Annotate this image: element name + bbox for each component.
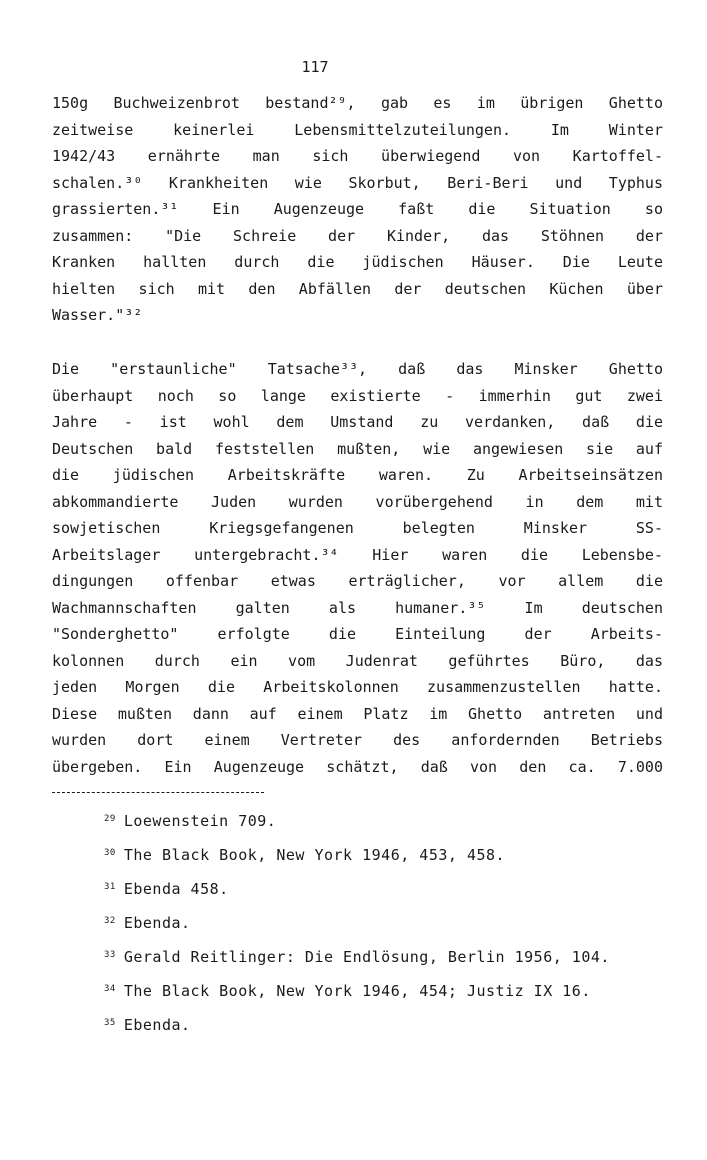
footnote-text: Ebenda 458. — [123, 880, 229, 898]
text-line: Arbeitslager untergebracht.³⁴ Hier waren die Lebensbe- — [52, 545, 663, 564]
text-line: Diese mußten dann auf einem Platz im Ghetto antreten und — [52, 704, 663, 723]
footnote-number: 31 — [104, 882, 116, 892]
text-line: 1942/43 ernährte man sich überwiegend von Kartoffel- — [52, 147, 663, 165]
footnote-separator — [52, 792, 264, 793]
text-line: sowjetischen Kriegsgefangenen belegten Minsker SS- — [52, 519, 663, 537]
footnote-number: 35 — [104, 1018, 116, 1028]
footnote-number: 32 — [104, 916, 116, 926]
text-line: Wasser."³² — [52, 306, 143, 324]
text-line: dingungen offenbar etwas erträglicher, vor allem die — [52, 572, 663, 590]
text-line: 150g Buchweizenbrot bestand²⁹, gab es im übrigen Ghetto — [52, 94, 663, 112]
text-line: zusammen: "Die Schreie der Kinder, das Stöhnen der — [52, 226, 663, 245]
text-line: Deutschen bald feststellen mußten, wie angewiesen sie auf — [52, 439, 663, 458]
text-line: Wachmannschaften galten als humaner.³⁵ Im deutschen — [52, 598, 663, 617]
text-line: die jüdischen Arbeitskräfte waren. Zu Arbeitseinsätzen — [52, 466, 663, 484]
footnote — [104, 948, 610, 966]
footnote — [104, 914, 191, 932]
text-line: Jahre - ist wohl dem Umstand zu verdanken, daß die — [52, 413, 663, 431]
footnote-text: The Black Book, New York 1946, 453, 458. — [123, 846, 506, 864]
footnote-number: 34 — [104, 984, 116, 994]
text-line: Kranken hallten durch die jüdischen Häuser. Die Leute — [52, 253, 663, 271]
footnote-number: 29 — [104, 814, 116, 824]
footnote-number: 30 — [104, 848, 116, 858]
text-line: schalen.³⁰ Krankheiten wie Skorbut, Beri-Beri und Typhus — [52, 173, 663, 192]
paragraph-2 — [52, 356, 663, 780]
text-line: abkommandierte Juden wurden vorübergehend in dem mit — [52, 492, 663, 511]
text-line: überhaupt noch so lange existierte - immerhin gut zwei — [52, 386, 663, 405]
text-line: hielten sich mit den Abfällen der deutschen Küchen über — [52, 279, 663, 298]
footnote — [104, 1016, 191, 1034]
text-line: übergeben. Ein Augenzeuge schätzt, daß von den ca. 7.000 — [52, 757, 663, 776]
text-line: wurden dort einem Vertreter des anfordernden Betriebs — [52, 731, 663, 749]
text-line: grassierten.³¹ Ein Augenzeuge faßt die Situation so — [52, 200, 663, 218]
footnote-text: Ebenda. — [123, 914, 191, 932]
footnote — [104, 812, 276, 830]
text-line: Die "erstaunliche" Tatsache³³, daß das Minsker Ghetto — [52, 360, 663, 378]
footnote-number: 33 — [104, 950, 116, 960]
text-line: zeitweise keinerlei Lebensmittelzuteilungen. Im Winter — [52, 120, 663, 139]
footnote — [104, 982, 591, 1000]
footnote-text: Loewenstein 709. — [123, 812, 277, 830]
footnote-text: Gerald Reitlinger: Die Endlösung, Berlin 1956, 104. — [123, 948, 610, 966]
page-number: 117 — [301, 58, 329, 76]
text-line: "Sonderghetto" erfolgte die Einteilung der Arbeits- — [52, 625, 663, 643]
text-line: kolonnen durch ein vom Judenrat geführtes Büro, das — [52, 651, 663, 670]
footnote — [104, 880, 229, 898]
footnote-text: Ebenda. — [123, 1016, 191, 1034]
text-line: jeden Morgen die Arbeitskolonnen zusammenzustellen hatte. — [52, 678, 663, 696]
footnote — [104, 846, 505, 864]
footnote-text: The Black Book, New York 1946, 454; Justiz IX 16. — [123, 982, 591, 1000]
paragraph-1 — [52, 90, 663, 329]
